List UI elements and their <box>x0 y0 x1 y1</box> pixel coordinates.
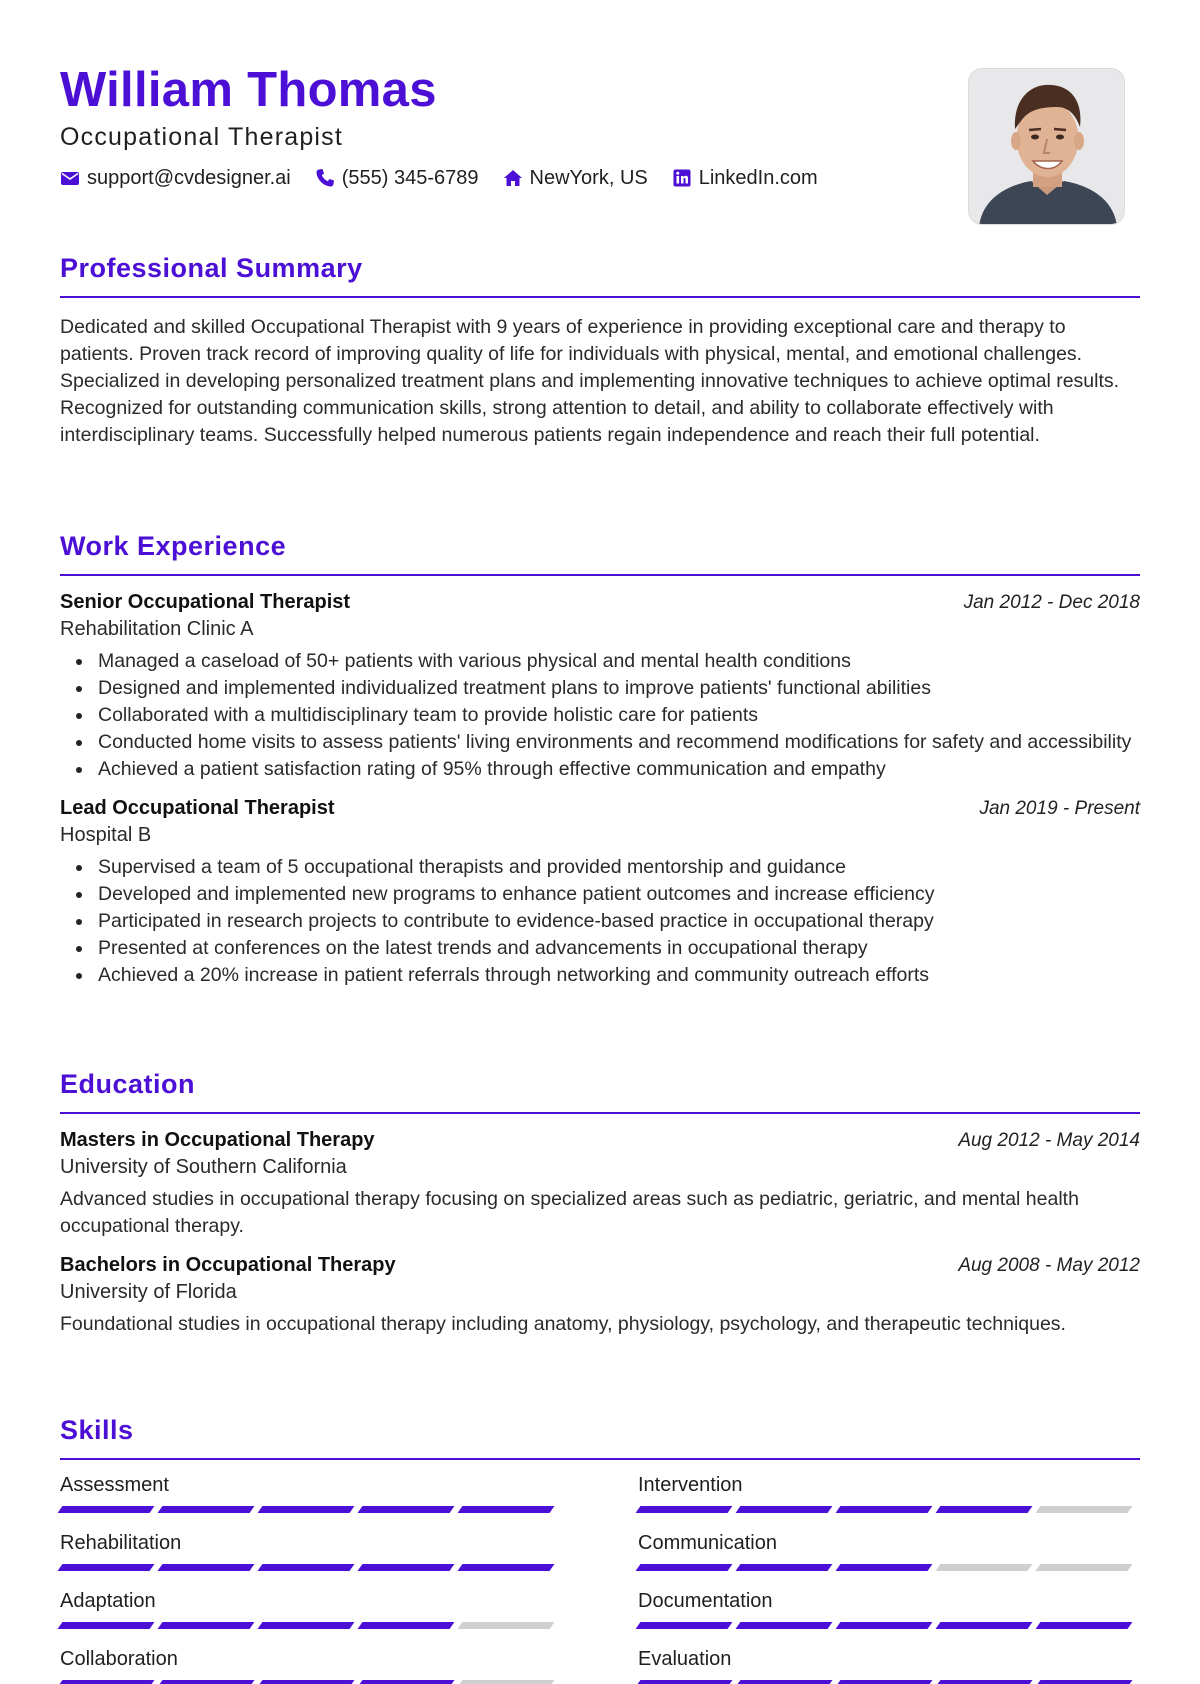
skill-segment-filled <box>58 1564 155 1571</box>
job-bullet: Supervised a team of 5 occupational therapists and provided mentorship and guidance <box>60 854 1140 881</box>
contact-location <box>503 167 648 190</box>
linkedin-icon <box>672 168 692 188</box>
job-bullets <box>60 854 1140 989</box>
education-dates: Aug 2012 - May 2014 <box>958 1130 1140 1151</box>
skill-name: Intervention <box>638 1474 743 1496</box>
profile-photo-illustration <box>969 69 1125 225</box>
skill-segment-filled <box>258 1564 355 1571</box>
skill-segment-filled <box>158 1680 255 1684</box>
skill-segment-filled <box>58 1622 155 1629</box>
skill-segment-filled <box>158 1564 255 1571</box>
skill-level-bar <box>60 1680 560 1684</box>
job-bullets <box>60 648 1140 783</box>
skill-level-bar <box>638 1564 1138 1571</box>
job-bullet: Achieved a patient satisfaction rating of 95% through effective communication and empathy <box>60 756 1140 783</box>
degree-title: Masters in Occupational Therapy <box>60 1129 375 1151</box>
skill-segment-filled <box>1036 1680 1133 1684</box>
skill-segment-filled <box>736 1680 833 1684</box>
home-icon <box>503 168 523 188</box>
skill-segment-filled <box>936 1506 1033 1513</box>
job-title: Senior Occupational Therapist <box>60 591 351 613</box>
skill-segment-filled <box>736 1506 833 1513</box>
skill-segment-filled <box>358 1564 455 1571</box>
skill-level-bar <box>60 1564 560 1571</box>
school-name: University of Southern California <box>60 1156 347 1178</box>
skill-segment-filled <box>1036 1622 1133 1629</box>
skill-segment-filled <box>836 1622 933 1629</box>
skill-item <box>60 1530 560 1571</box>
job-title: Lead Occupational Therapist <box>60 797 335 819</box>
skill-name: Assessment <box>60 1474 169 1496</box>
summary-text: Dedicated and skilled Occupational Therapist with 9 years of experience in providing exceptional care and therapy to patients. Proven track record of improving quality of life for individuals with physical, mental, and emotional challenges. Specialized in developing personalized treatment plans and implementing innovative techniques to achieve optimal results. Recognized for outstanding communication skills, strong attention to detail, and ability to collaborate effectively with interdisciplinary teams. Successfully helped numerous patients regain independence and reach their full potential. <box>60 316 1120 446</box>
skill-name: Documentation <box>638 1590 773 1612</box>
experience-heading: Work Experience <box>60 530 1140 576</box>
job-entry <box>60 589 1140 783</box>
profile-photo <box>968 68 1125 225</box>
resume-header <box>60 62 1140 232</box>
skill-segment-filled <box>836 1506 933 1513</box>
skill-segment-empty <box>458 1680 555 1684</box>
skill-segment-filled <box>158 1506 255 1513</box>
skill-item <box>60 1472 560 1513</box>
skill-segment-empty <box>1036 1564 1133 1571</box>
contact-phone[interactable] <box>315 167 479 190</box>
job-bullet: Achieved a 20% increase in patient referrals through networking and community outreach efforts <box>60 962 1140 989</box>
contact-email[interactable] <box>60 167 291 190</box>
skill-segment-filled <box>358 1622 455 1629</box>
summary-heading: Professional Summary <box>60 252 1140 298</box>
skill-segment-filled <box>58 1506 155 1513</box>
skill-segment-empty <box>458 1622 555 1629</box>
skills-section <box>60 1414 1140 1670</box>
skill-item <box>638 1646 1138 1684</box>
skill-segment-filled <box>458 1564 555 1571</box>
skill-segment-filled <box>636 1564 733 1571</box>
skill-segment-filled <box>836 1564 933 1571</box>
job-bullet: Managed a caseload of 50+ patients with various physical and mental health conditions <box>60 648 1140 675</box>
skill-segment-empty <box>936 1564 1033 1571</box>
skill-level-bar <box>60 1506 560 1513</box>
email-text: support@cvdesigner.ai <box>87 166 291 189</box>
skill-name: Collaboration <box>60 1648 178 1670</box>
job-bullet: Participated in research projects to contribute to evidence-based practice in occupational therapy <box>60 908 1140 935</box>
skill-segment-filled <box>358 1506 455 1513</box>
education-entry <box>60 1127 1140 1240</box>
location-text: NewYork, US <box>529 166 648 189</box>
skill-segment-filled <box>636 1506 733 1513</box>
skill-level-bar <box>60 1622 560 1629</box>
phone-icon <box>315 168 335 188</box>
skill-segment-filled <box>258 1622 355 1629</box>
skill-name: Rehabilitation <box>60 1532 182 1554</box>
resume-page <box>60 0 1140 1684</box>
skill-name: Communication <box>638 1532 777 1554</box>
summary-section <box>60 252 1140 449</box>
education-heading: Education <box>60 1068 1140 1114</box>
job-bullet: Developed and implemented new programs to enhance patient outcomes and increase efficiency <box>60 881 1140 908</box>
skill-segment-filled <box>736 1622 833 1629</box>
education-dates: Aug 2008 - May 2012 <box>958 1255 1140 1276</box>
skill-item <box>60 1646 560 1684</box>
education-section <box>60 1068 1140 1338</box>
skill-segment-filled <box>58 1680 155 1684</box>
linkedin-text: LinkedIn.com <box>698 166 818 189</box>
skills-heading: Skills <box>60 1414 1140 1460</box>
skill-segment-empty <box>1036 1506 1133 1513</box>
job-dates: Jan 2012 - Dec 2018 <box>963 592 1140 613</box>
contact-linkedin[interactable] <box>672 167 818 190</box>
skill-level-bar <box>638 1680 1138 1684</box>
skill-segment-filled <box>158 1622 255 1629</box>
job-bullet: Collaborated with a multidisciplinary team to provide holistic care for patients <box>60 702 1140 729</box>
envelope-icon <box>60 168 80 188</box>
degree-title: Bachelors in Occupational Therapy <box>60 1254 396 1276</box>
skill-level-bar <box>638 1622 1138 1629</box>
job-bullet: Conducted home visits to assess patients' living environments and recommend modifications for safety and accessibility <box>60 729 1140 756</box>
skill-segment-filled <box>358 1680 455 1684</box>
job-entry <box>60 795 1140 989</box>
skill-segment-filled <box>636 1680 733 1684</box>
education-description: Foundational studies in occupational therapy including anatomy, physiology, psychology, and therapeutic techniques. <box>60 1313 1066 1335</box>
skill-item <box>60 1588 560 1629</box>
school-name: University of Florida <box>60 1281 237 1303</box>
skill-item <box>638 1530 1138 1571</box>
skill-segment-filled <box>936 1680 1033 1684</box>
phone-text: (555) 345-6789 <box>341 166 479 189</box>
job-company: Rehabilitation Clinic A <box>60 618 254 640</box>
experience-section <box>60 530 1140 989</box>
skill-segment-filled <box>936 1622 1033 1629</box>
education-description: Advanced studies in occupational therapy focusing on specialized areas such as pediatric, geriatric, and mental health occupational therapy. <box>60 1188 1079 1237</box>
job-dates: Jan 2019 - Present <box>979 798 1140 819</box>
skill-level-bar <box>638 1506 1138 1513</box>
skill-name: Adaptation <box>60 1590 156 1612</box>
skill-name: Evaluation <box>638 1648 732 1670</box>
job-bullet: Designed and implemented individualized treatment plans to improve patients' functional abilities <box>60 675 1140 702</box>
skill-segment-filled <box>636 1622 733 1629</box>
skill-item <box>638 1588 1138 1629</box>
skill-segment-filled <box>836 1680 933 1684</box>
job-company: Hospital B <box>60 824 152 846</box>
skill-segment-filled <box>258 1506 355 1513</box>
education-entry <box>60 1252 1140 1338</box>
candidate-title: Occupational Therapist <box>60 123 344 151</box>
job-bullet: Presented at conferences on the latest trends and advancements in occupational therapy <box>60 935 1140 962</box>
skill-segment-filled <box>458 1506 555 1513</box>
skill-segment-filled <box>736 1564 833 1571</box>
candidate-name: William Thomas <box>60 63 437 117</box>
skill-segment-filled <box>258 1680 355 1684</box>
skill-item <box>638 1472 1138 1513</box>
